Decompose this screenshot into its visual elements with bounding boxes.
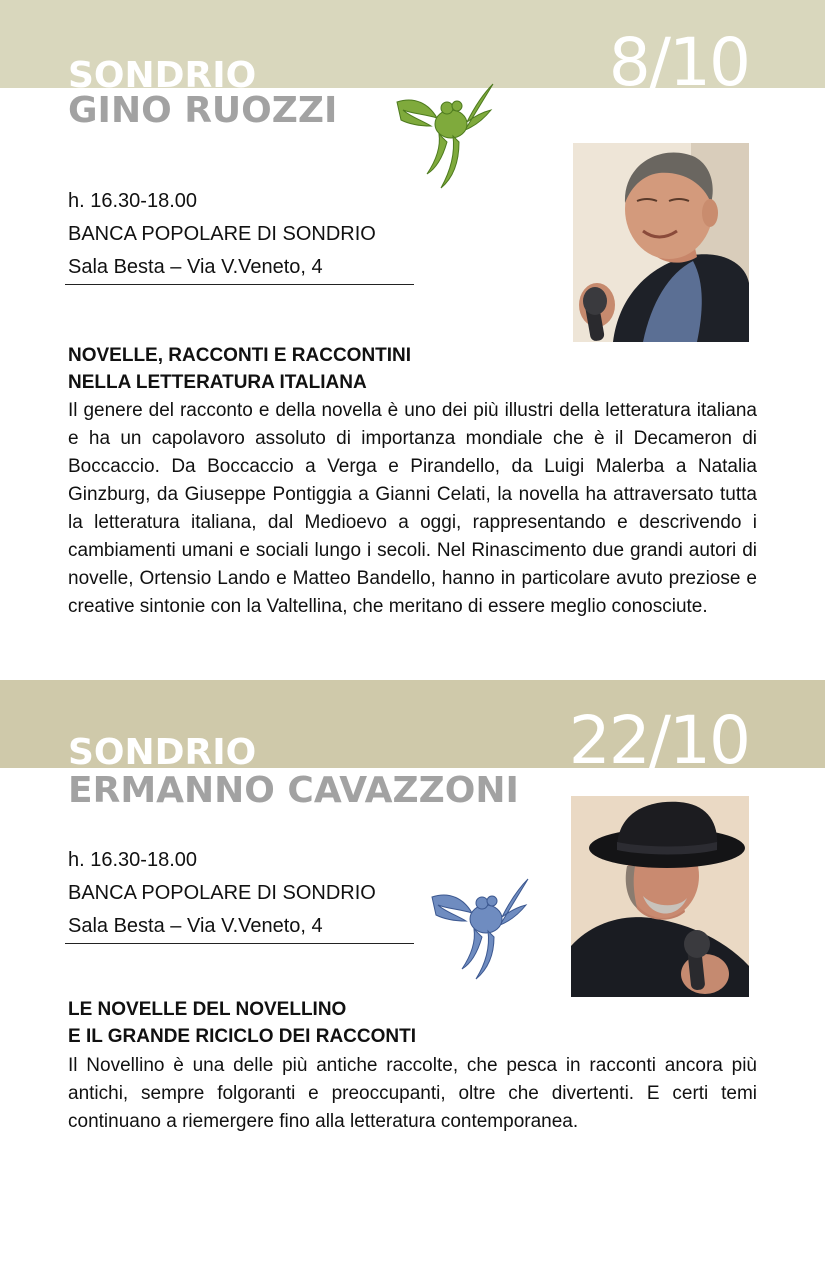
event-time: h. 16.30-18.00 xyxy=(68,849,197,871)
lecture-description: Il Novellino è una delle più antiche raccolte, che pesca in racconti ancora più antichi, sempre folgoranti e preoccupanti, oltre che divertenti. E certi temi continuano a riemergere fino alla letteratura contemporanea. xyxy=(68,1055,757,1132)
event-city: SONDRIO xyxy=(68,55,257,96)
winged-figure-green-icon xyxy=(395,82,497,192)
winged-figure-blue-icon xyxy=(428,875,532,983)
lecture-title xyxy=(68,996,416,1050)
lecture-title-line1: NOVELLE, RACCONTI E RACCONTINI xyxy=(68,345,412,366)
event-info xyxy=(68,844,376,943)
lecture-title-line2: NELLA LETTERATURA ITALIANA xyxy=(68,372,367,393)
event-room: Sala Besta – Via V.Veneto, 4 xyxy=(68,256,323,278)
event-city: SONDRIO xyxy=(68,732,257,773)
divider xyxy=(65,943,414,944)
divider xyxy=(65,284,414,285)
event-room: Sala Besta – Via V.Veneto, 4 xyxy=(68,915,323,937)
event-date: 22/10 xyxy=(568,702,749,779)
event-venue: BANCA POPOLARE DI SONDRIO xyxy=(68,882,376,904)
event-info xyxy=(68,185,376,284)
event-venue: BANCA POPOLARE DI SONDRIO xyxy=(68,223,376,245)
speaker-name: ERMANNO CAVAZZONI xyxy=(68,770,519,811)
speaker-name: GINO RUOZZI xyxy=(68,90,338,131)
event-time: h. 16.30-18.00 xyxy=(68,190,197,212)
speaker-photo xyxy=(571,796,749,997)
speaker-photo xyxy=(573,143,749,342)
event-date: 8/10 xyxy=(608,24,749,101)
lecture-description: Il genere del racconto e della novella è uno dei più illustri della letteratura italiana e ha un capolavoro assoluto di importanza mondiale che è il Decameron di Boccaccio. Da Boccaccio a Verga e Pirandello, da Luigi Malerba a Natalia Ginzburg, da Giuseppe Pontiggia a Gianni Celati, la novella ha attraversato tutta la letteratura italiana, dal Medioevo a oggi, rappresentando e descrivendo i cambiamenti umani e sociali lungo i secoli. Nel Rinascimento due grandi autori di novelle, Ortensio Lando e Matteo Bandello, hanno in particolare avuto preziose e creative sintonie con la Valtellina, che meritano di essere meglio conosciute. xyxy=(68,400,757,617)
lecture-title xyxy=(68,342,411,396)
lecture-title-line2: E IL GRANDE RICICLO DEI RACCONTI xyxy=(68,1026,416,1047)
lecture-title-line1: LE NOVELLE DEL NOVELLINO xyxy=(68,999,347,1020)
